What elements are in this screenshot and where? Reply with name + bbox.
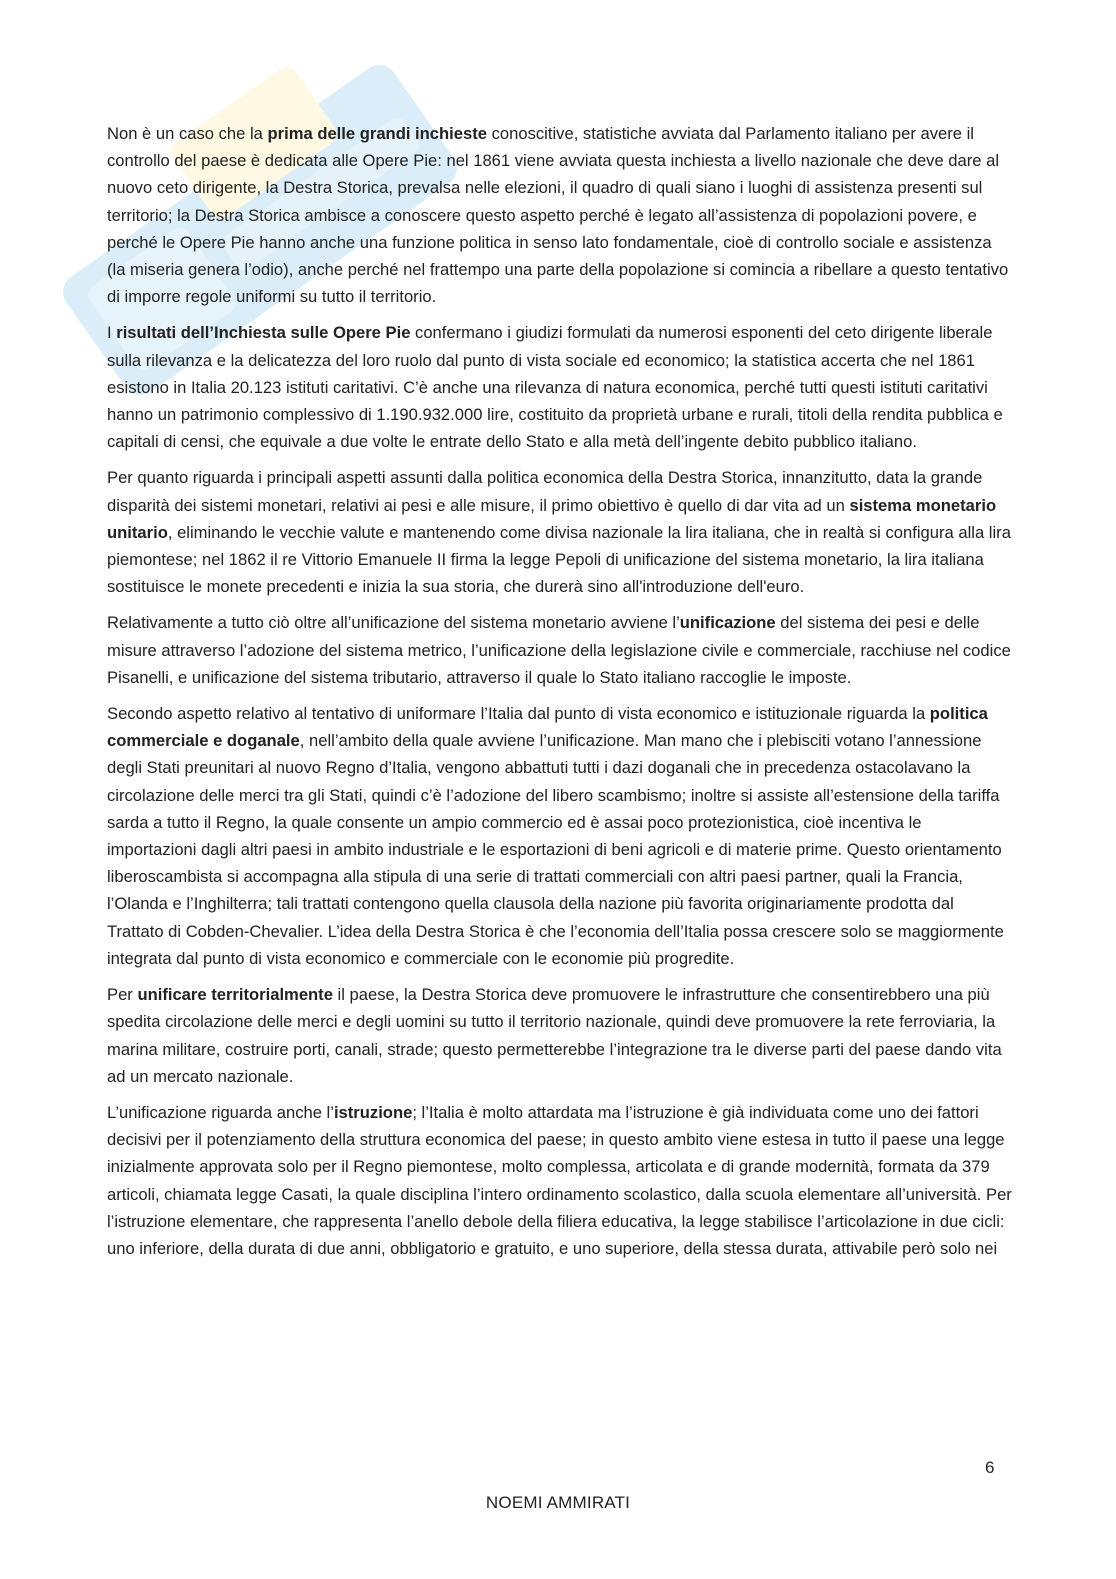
paragraph (107, 319, 1012, 455)
paragraph (107, 464, 1012, 600)
text-run: ; l’Italia è molto attardata ma l’istruzione è già individuata come uno dei fattori decisivi per il potenziamento della struttura economica del paese; in questo ambito viene estesa in tutto il paese una legge inizialmente approvata solo per il Regno piemontese, molto complessa, articolata e di grande modernità, formata da 379 articoli, chiamata legge Casati, la quale disciplina l’intero ordinamento scolastico, dalla scuola elementare all’università. Per l’istruzione elementare, che rappresenta l’anello debole della filiera educativa, la legge stabilisce l’articolazione in due cicli: uno inferiore, della durata di due anni, obbligatorio e gratuito, e uno superiore, della stessa durata, attivabile però solo nei (107, 1102, 1012, 1258)
bold-phrase: unificare territorialmente (137, 985, 333, 1005)
text-run: confermano i giudizi formulati da numerosi esponenti del ceto dirigente liberale sulla rilevanza e la delicatezza del loro ruolo dal punto di vista sociale ed economico; la statistica accerta che nel 1861 esistono in Italia 20.123 istituti caritativi. C’è anche una rilevanza di natura economica, perché tutti questi istituti caritativi hanno un patrimonio complessivo di 1.190.932.000 lire, costituito da proprietà urbane e rurali, titoli della rendita pubblica e capitali di censi, che equivale a due volte le entrate dello Stato e alla metà dell’ingente debito pubblico italiano. (107, 323, 1003, 452)
bold-phrase: unificazione (679, 613, 776, 633)
bold-phrase: risultati dell’Inchiesta sulle Opere Pie (116, 323, 411, 343)
document-body (107, 120, 1012, 1271)
paragraph (107, 120, 1012, 310)
text-run: Secondo aspetto relativo al tentativo di uniformare l’Italia dal punto di vista economico e istituzionale riguarda la (107, 704, 930, 724)
text-run: , eliminando le vecchie valute e mantenendo come divisa nazionale la lira italiana, che in realtà si configura alla lira piemontese; nel 1862 il re Vittorio Emanuele II firma la legge Pepoli di unificazione del sistema monetario, la lira italiana sostituisce le monete precedenti e inizia la sua storia, che durerà sino all'introduzione dell'euro. (107, 522, 1011, 597)
text-run: Per quanto riguarda i principali aspetti assunti dalla politica economica della Destra Storica, innanzitutto, data la grande disparità dei sistemi monetari, relativi ai pesi e alle misure, il primo obiettivo è quello di dar vita ad un (107, 468, 983, 515)
bold-phrase: istruzione (333, 1102, 413, 1122)
bold-phrase: sistema monetario unitario (107, 495, 997, 542)
text-run: Per (107, 985, 138, 1005)
text-run: L’unificazione riguarda anche l’ (107, 1102, 334, 1122)
text-run: conoscitive, statistiche avviata dal Parlamento italiano per avere il controllo del paese è dedicata alle Opere Pie: nel 1861 viene avviata questa inchiesta a livello nazionale che deve dare al nuovo ceto dirigente, la Destra Storica, prevalsa nelle elezioni, il quadro di quali siano i luoghi di assistenza presenti sul territorio; la Destra Storica ambisce a conoscere questo aspetto perché è legato all’assistenza di popolazioni povere, e perché le Opere Pie hanno anche una funzione politica in senso lato fondamentale, cioè di controllo sociale e assistenza (la miseria genera l’odio), anche perché nel frattempo una parte della popolazione si comincia a ribellare a questo tentativo di imporre regole uniformi su tutto il territorio. (107, 124, 1009, 307)
text-run: il paese, la Destra Storica deve promuovere le infrastrutture che consentirebbero una più spedita circolazione delle merci e degli uomini su tutto il territorio nazionale, quindi deve promuovere la rete ferroviaria, la marina militare, costruire porti, canali, strade; questo permetterebbe l’integrazione tra le diverse parti del paese dando vita ad un mercato nazionale. (107, 985, 1002, 1086)
bold-phrase: politica commerciale e doganale (107, 704, 988, 751)
paragraph (107, 981, 1012, 1090)
text-run: I (107, 323, 117, 343)
paragraph (107, 1099, 1012, 1262)
page-number: 6 (985, 1458, 995, 1477)
text-run: del sistema dei pesi e delle misure attraverso l’adozione del sistema metrico, l’unificazione della legislazione civile e commerciale, racchiuse nel codice Pisanelli, e unificazione del sistema tributario, attraverso il quale lo Stato italiano raccoglie le imposte. (107, 613, 1011, 687)
footer-author: NOEMI AMMIRATI (485, 1493, 631, 1512)
paragraph (107, 609, 1012, 691)
text-run: Non è un caso che la (107, 124, 268, 143)
text-run: , nell’ambito della quale avviene l’unificazione. Man mano che i plebisciti votano l’annessione degli Stati preunitari al nuovo Regno d’Italia, vengono abbattuti tutti i dazi doganali che in precedenza ostacolavano la circolazione delle merci tra gli Stati, quindi c’è l’adozione del libero scambismo; inoltre si assiste all’estensione della tariffa sarda a tutto il Regno, la quale consente un ampio commercio ed è assai poco protezionistica, cioè incentiva le importazioni dagli altri paesi in ambito industriale e le esportazioni di beni agricoli e di materie prime. Questo orientamento liberoscambista si accompagna alla stipula di una serie di trattati commerciali con altri paesi partner, quali la Francia, l’Olanda e l’Inghilterra; tali trattati contengono quella clausola della nazione più favorita originariamente prodotta dal Trattato di Cobden-Chevalier. L’idea della Destra Storica è che l’economia dell’Italia possa crescere solo se maggiormente integrata dal punto di vista economico e commerciale con le economie più progredite. (107, 731, 1004, 968)
paragraph (107, 700, 1012, 972)
text-run: Relativamente a tutto ciò oltre all’unificazione del sistema monetario avviene l’ (107, 613, 680, 633)
bold-phrase: prima delle grandi inchieste (267, 124, 487, 143)
